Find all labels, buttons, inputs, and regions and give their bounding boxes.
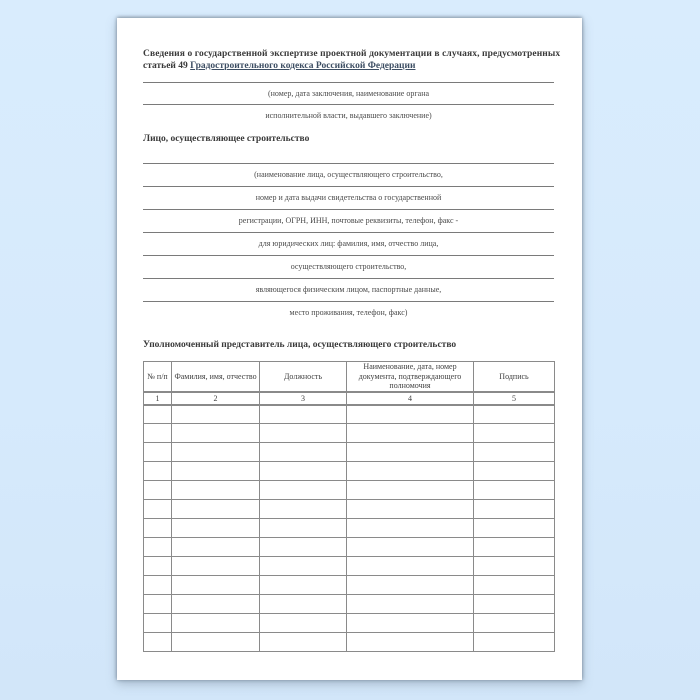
empty-cell xyxy=(347,595,474,614)
empty-cell xyxy=(260,614,347,633)
empty-cell xyxy=(172,462,260,481)
table-row xyxy=(144,519,555,538)
field-caption: место проживания, телефон, факс) xyxy=(289,308,408,317)
empty-cell xyxy=(144,538,172,557)
table-row xyxy=(144,462,555,481)
document-title-line1: Сведения о государственной экспертизе проектной документации в случаях, предусмотренных xyxy=(143,49,561,59)
empty-cell xyxy=(474,481,555,500)
empty-cell xyxy=(260,443,347,462)
fill-in-line xyxy=(143,209,554,232)
fill-in-line xyxy=(143,163,554,186)
fill-in-line xyxy=(143,232,554,255)
empty-cell xyxy=(347,614,474,633)
fill-in-line xyxy=(143,186,554,209)
table-row xyxy=(144,633,555,652)
empty-cell xyxy=(144,481,172,500)
empty-cell xyxy=(347,538,474,557)
column-header-signature: Подпись xyxy=(474,362,555,392)
empty-cell xyxy=(144,614,172,633)
document-title xyxy=(143,48,561,72)
column-numbers-row xyxy=(144,392,555,405)
field-caption: регистрации, ОГРН, ИНН, почтовые реквизиты, телефон, факс - xyxy=(238,216,459,225)
empty-cell xyxy=(172,481,260,500)
empty-cell xyxy=(144,443,172,462)
field-caption: (номер, дата заключения, наименование органа xyxy=(267,89,430,98)
empty-cell xyxy=(260,500,347,519)
column-header-number: № п/п xyxy=(144,362,172,392)
fill-in-line xyxy=(143,104,554,126)
table-row xyxy=(144,481,555,500)
empty-cell xyxy=(474,595,555,614)
empty-cell xyxy=(172,500,260,519)
urban-code-link[interactable]: Градостроительного кодекса Российской Федерации xyxy=(190,61,416,71)
column-number: 1 xyxy=(144,392,172,405)
table-row xyxy=(144,443,555,462)
empty-cell xyxy=(144,424,172,443)
field-caption: осуществляющего строительство, xyxy=(290,262,407,271)
empty-cell xyxy=(474,557,555,576)
empty-cell xyxy=(474,576,555,595)
field-caption: для юридических лиц: фамилия, имя, отчество лица, xyxy=(258,239,439,248)
empty-cell xyxy=(347,424,474,443)
empty-cell xyxy=(260,519,347,538)
document-title-line2 xyxy=(143,60,554,72)
empty-cell xyxy=(260,538,347,557)
empty-cell xyxy=(172,595,260,614)
empty-cell xyxy=(172,519,260,538)
table-row xyxy=(144,424,555,443)
field-caption: исполнительной власти, выдавшего заключение) xyxy=(265,111,432,120)
empty-cell xyxy=(260,633,347,652)
table-row xyxy=(144,500,555,519)
builder-fields xyxy=(143,163,554,324)
empty-cell xyxy=(172,557,260,576)
empty-cell xyxy=(474,424,555,443)
empty-cell xyxy=(347,405,474,424)
table-row xyxy=(144,595,555,614)
empty-cell xyxy=(172,633,260,652)
fill-in-line xyxy=(143,255,554,278)
empty-cell xyxy=(172,405,260,424)
table-row xyxy=(144,614,555,633)
empty-cell xyxy=(260,576,347,595)
column-number: 2 xyxy=(172,392,260,405)
empty-cell xyxy=(474,462,555,481)
builder-section-heading: Лицо, осуществляющее строительство xyxy=(143,134,310,144)
empty-cell xyxy=(172,443,260,462)
table-row xyxy=(144,405,555,424)
empty-cell xyxy=(474,614,555,633)
table-body xyxy=(144,392,555,652)
column-number: 5 xyxy=(474,392,555,405)
table-row xyxy=(144,538,555,557)
empty-cell xyxy=(347,557,474,576)
title-statya-prefix: статьей 49 xyxy=(143,61,191,71)
fill-in-line xyxy=(143,301,554,324)
column-number: 3 xyxy=(260,392,347,405)
empty-cell xyxy=(144,500,172,519)
empty-cell xyxy=(474,519,555,538)
empty-cell xyxy=(172,538,260,557)
empty-cell xyxy=(260,595,347,614)
empty-cell xyxy=(474,538,555,557)
empty-cell xyxy=(474,443,555,462)
empty-cell xyxy=(474,633,555,652)
empty-cell xyxy=(260,481,347,500)
expertise-fields xyxy=(143,82,554,126)
empty-cell xyxy=(347,462,474,481)
empty-cell xyxy=(144,633,172,652)
field-caption: являющегося физическим лицом, паспортные данные, xyxy=(255,285,442,294)
table-row xyxy=(144,557,555,576)
empty-cell xyxy=(347,519,474,538)
empty-cell xyxy=(260,462,347,481)
fill-in-line xyxy=(143,278,554,301)
empty-cell xyxy=(144,557,172,576)
column-header-position: Должность xyxy=(260,362,347,392)
empty-cell xyxy=(347,576,474,595)
field-caption: (наименование лица, осуществляющего строительство, xyxy=(254,170,443,179)
fill-in-line xyxy=(143,82,554,104)
empty-cell xyxy=(260,424,347,443)
document-page xyxy=(117,18,582,680)
empty-cell xyxy=(474,500,555,519)
field-caption: номер и дата выдачи свидетельства о государственной xyxy=(255,193,442,202)
column-header-document: Наименование, дата, номер документа, подтверждающего полномочия xyxy=(347,362,474,392)
table-row xyxy=(144,576,555,595)
empty-cell xyxy=(347,443,474,462)
representatives-table xyxy=(143,361,555,652)
empty-cell xyxy=(144,405,172,424)
table-header-row xyxy=(144,362,555,392)
empty-cell xyxy=(144,519,172,538)
column-number: 4 xyxy=(347,392,474,405)
empty-cell xyxy=(144,595,172,614)
representative-section-heading: Уполномоченный представитель лица, осуществляющего строительство xyxy=(143,340,457,350)
empty-cell xyxy=(347,481,474,500)
empty-cell xyxy=(144,462,172,481)
empty-cell xyxy=(172,424,260,443)
empty-cell xyxy=(172,614,260,633)
column-header-name: Фамилия, имя, отчество xyxy=(172,362,260,392)
empty-cell xyxy=(347,500,474,519)
empty-cell xyxy=(260,405,347,424)
empty-cell xyxy=(474,405,555,424)
empty-cell xyxy=(144,576,172,595)
empty-cell xyxy=(172,576,260,595)
empty-cell xyxy=(260,557,347,576)
empty-cell xyxy=(347,633,474,652)
